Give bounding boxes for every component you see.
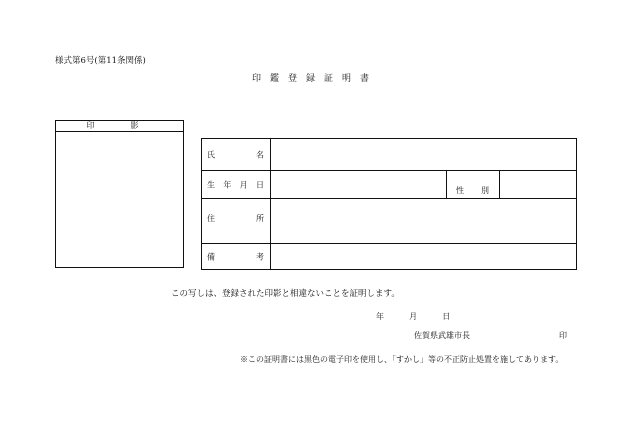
label-char: 月	[239, 180, 248, 189]
birth-label	[207, 179, 264, 190]
address-label	[207, 213, 264, 224]
remarks-row	[202, 244, 576, 269]
label-char: 住	[207, 214, 215, 223]
label-char: 考	[256, 252, 264, 261]
column-divider	[499, 171, 500, 198]
column-divider	[270, 171, 271, 198]
certification-statement: この写しは、登録された印影と相違ないことを証明します。	[171, 289, 400, 299]
label-char: 備	[207, 252, 215, 261]
label-char: 生	[207, 180, 215, 189]
name-label	[207, 149, 264, 160]
label-char: 年	[223, 180, 232, 189]
label-char: 日	[255, 180, 264, 189]
birth-row	[202, 171, 576, 199]
seal-impression-header: 印 影	[56, 121, 183, 132]
column-divider	[270, 244, 271, 269]
issuer-name: 佐賀県武雄市長	[414, 331, 470, 340]
label-char: 性	[456, 185, 464, 195]
date-month: 月	[409, 312, 418, 321]
seal-impression-box	[55, 120, 184, 268]
issue-date	[376, 311, 450, 322]
column-divider	[270, 199, 271, 243]
label-char: 所	[256, 214, 264, 223]
remarks-label-cell	[202, 244, 270, 269]
certificate-table	[201, 138, 577, 270]
document-title: 印鑑登録証明書	[251, 74, 378, 84]
official-seal-mark: 印	[559, 331, 567, 340]
name-label-cell	[202, 139, 270, 170]
label-char: 別	[481, 185, 489, 195]
anti-forgery-note: ※この証明書には黒色の電子印を使用し、「すかし」等の不正防止処置を施してあります。	[240, 355, 564, 364]
column-divider	[446, 171, 447, 198]
date-day: 日	[442, 312, 451, 321]
label-char: 氏	[207, 150, 215, 159]
address-label-cell	[202, 199, 270, 243]
remarks-label	[207, 251, 264, 262]
name-row	[202, 139, 576, 171]
date-year: 年	[376, 312, 384, 321]
birth-label-cell	[202, 171, 270, 198]
label-char: 名	[256, 150, 264, 159]
address-row	[202, 199, 576, 244]
column-divider	[270, 139, 271, 170]
form-number: 様式第6号(第11条関係)	[55, 56, 146, 66]
gender-label	[456, 185, 489, 196]
